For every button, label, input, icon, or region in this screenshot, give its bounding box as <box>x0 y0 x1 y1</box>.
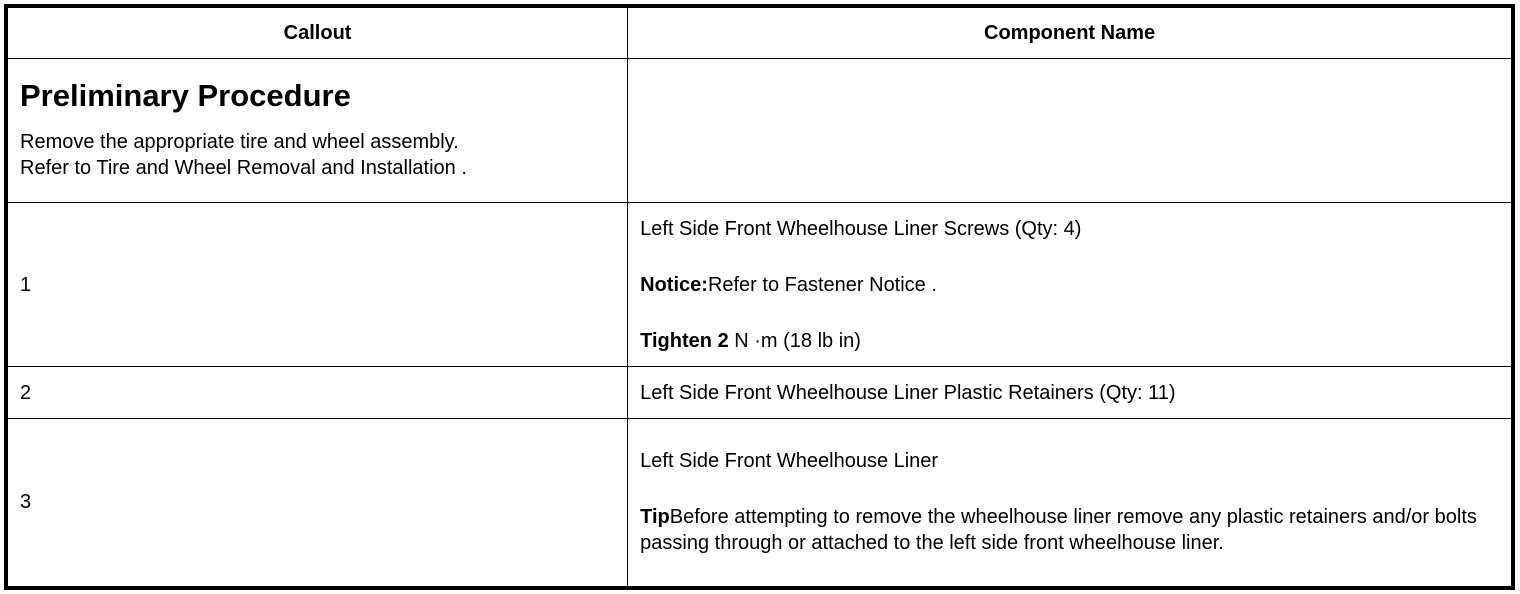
table-header-row <box>6 6 1513 59</box>
tighten-label: Tighten <box>640 329 712 352</box>
preliminary-line-1: Remove the appropriate tire and wheel assembly. <box>20 130 459 153</box>
tighten-value: 2 <box>717 329 729 352</box>
preliminary-cell <box>6 59 628 203</box>
preliminary-title: Preliminary Procedure <box>20 77 351 113</box>
component-cell <box>628 418 1513 588</box>
table-row <box>6 418 1513 588</box>
preliminary-text <box>20 129 615 181</box>
header-callout: Callout <box>6 6 628 59</box>
tighten-line <box>640 328 1499 354</box>
table-row <box>6 203 1513 367</box>
tighten-text: N ·m (18 lb in) <box>728 329 861 352</box>
preliminary-line-2: Refer to Tire and Wheel Removal and Installation . <box>20 156 467 179</box>
component-name: Left Side Front Wheelhouse Liner Screws (Qty: 4) <box>640 217 1082 240</box>
callout-cell: 3 <box>6 418 628 588</box>
tip-label: Tip <box>640 506 670 529</box>
preliminary-row <box>6 59 1513 203</box>
tip-paragraph <box>640 504 1499 556</box>
notice-line <box>640 272 1499 298</box>
notice-text: Refer to Fastener Notice . <box>707 273 937 296</box>
preliminary-empty-cell <box>628 59 1513 203</box>
notice-label: Notice: <box>640 273 708 296</box>
component-name: Left Side Front Wheelhouse Liner Plastic Retainers (Qty: 11) <box>640 381 1176 404</box>
component-cell <box>628 203 1513 367</box>
component-cell <box>628 367 1513 418</box>
component-name: Left Side Front Wheelhouse Liner <box>640 450 939 473</box>
callout-cell: 2 <box>6 367 628 418</box>
procedure-table <box>4 4 1515 590</box>
header-component-name: Component Name <box>628 6 1513 59</box>
callout-cell: 1 <box>6 203 628 367</box>
table-row <box>6 367 1513 418</box>
tip-text: Before attempting to remove the wheelhouse liner remove any plastic retainers and/or bolts passing through or attached to the left side front wheelhouse liner. <box>640 506 1477 555</box>
